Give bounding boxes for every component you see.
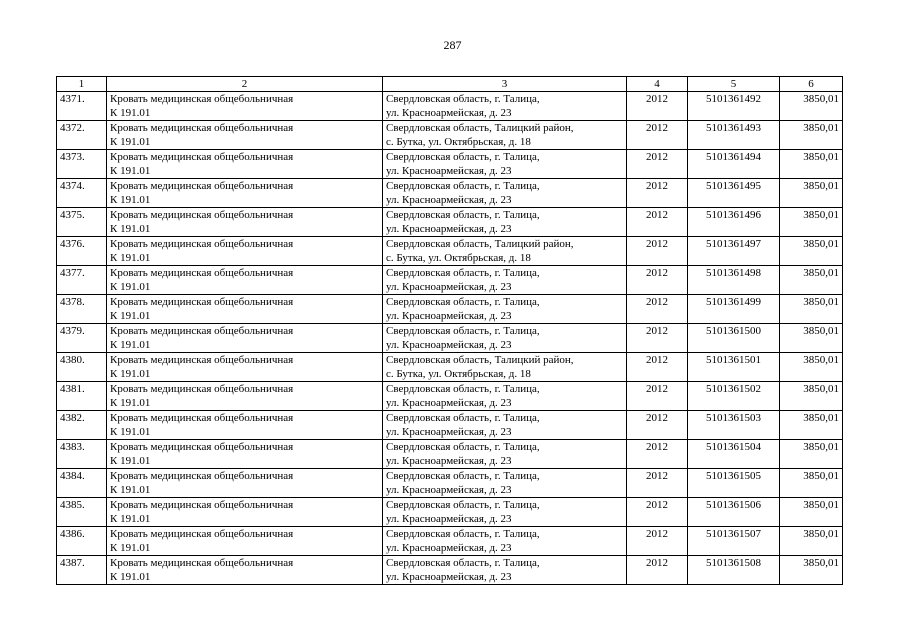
table-row	[57, 92, 843, 121]
item-name-cell	[107, 208, 383, 237]
inventory-number: 5101361495	[706, 180, 761, 192]
address-line-1: Свердловская область, г. Талица,	[386, 499, 540, 511]
year-cell	[627, 266, 688, 295]
year: 2012	[646, 528, 668, 540]
address-cell	[383, 353, 627, 382]
year-cell	[627, 527, 688, 556]
year-cell	[627, 150, 688, 179]
item-name-cell	[107, 237, 383, 266]
inventory-number: 5101361508	[706, 557, 761, 569]
inventory-number: 5101361498	[706, 267, 761, 279]
inventory-number-cell	[688, 121, 780, 150]
inventory-number-cell	[688, 440, 780, 469]
cost-cell	[780, 150, 843, 179]
cost-cell	[780, 469, 843, 498]
address-line-2: ул. Красноармейская, д. 23	[386, 397, 512, 409]
inventory-number: 5101361503	[706, 412, 761, 424]
year: 2012	[646, 557, 668, 569]
row-number-text: 4379.	[60, 325, 85, 337]
address-cell	[383, 237, 627, 266]
address-cell	[383, 498, 627, 527]
cost: 3850,01	[803, 267, 839, 279]
address-cell	[383, 556, 627, 585]
year-cell	[627, 411, 688, 440]
inventory-number-cell	[688, 295, 780, 324]
year: 2012	[646, 151, 668, 163]
row-number-text: 4380.	[60, 354, 85, 366]
address-cell	[383, 324, 627, 353]
row-number-text: 4371.	[60, 93, 85, 105]
table-row	[57, 266, 843, 295]
address-line-2: с. Бутка, ул. Октябрьская, д. 18	[386, 368, 531, 380]
item-name: Кровать медицинская общебольничная	[110, 354, 294, 366]
item-name: Кровать медицинская общебольничная	[110, 557, 294, 569]
year-cell	[627, 179, 688, 208]
cost: 3850,01	[803, 209, 839, 221]
column-header: 5	[688, 77, 780, 92]
inventory-number: 5101361494	[706, 151, 761, 163]
cost-cell	[780, 353, 843, 382]
item-name: Кровать медицинская общебольничная	[110, 267, 294, 279]
item-name-cell	[107, 382, 383, 411]
inventory-number-cell	[688, 382, 780, 411]
address-cell	[383, 150, 627, 179]
item-model: К 191.01	[110, 513, 151, 525]
address-cell	[383, 382, 627, 411]
year: 2012	[646, 441, 668, 453]
item-name-cell	[107, 556, 383, 585]
address-cell	[383, 179, 627, 208]
address-cell	[383, 469, 627, 498]
cost-cell	[780, 179, 843, 208]
cost: 3850,01	[803, 470, 839, 482]
year: 2012	[646, 267, 668, 279]
year: 2012	[646, 209, 668, 221]
address-line-1: Свердловская область, г. Талица,	[386, 267, 540, 279]
year-cell	[627, 295, 688, 324]
address-line-1: Свердловская область, г. Талица,	[386, 180, 540, 192]
cost: 3850,01	[803, 557, 839, 569]
table-row	[57, 440, 843, 469]
year-cell	[627, 469, 688, 498]
row-number	[57, 556, 107, 585]
address-line-1: Свердловская область, г. Талица,	[386, 93, 540, 105]
table-row	[57, 411, 843, 440]
table-row	[57, 295, 843, 324]
row-number	[57, 527, 107, 556]
item-name-cell	[107, 411, 383, 440]
year-cell	[627, 353, 688, 382]
address-line-2: с. Бутка, ул. Октябрьская, д. 18	[386, 136, 531, 148]
address-line-1: Свердловская область, Талицкий район,	[386, 122, 574, 134]
year: 2012	[646, 383, 668, 395]
item-name-cell	[107, 498, 383, 527]
row-number-text: 4373.	[60, 151, 85, 163]
row-number	[57, 179, 107, 208]
inventory-number-cell	[688, 411, 780, 440]
item-name: Кровать медицинская общебольничная	[110, 499, 294, 511]
cost: 3850,01	[803, 528, 839, 540]
table-row	[57, 382, 843, 411]
table-row	[57, 469, 843, 498]
address-cell	[383, 266, 627, 295]
item-model: К 191.01	[110, 107, 151, 119]
year-cell	[627, 208, 688, 237]
table-row	[57, 179, 843, 208]
inventory-number-cell	[688, 208, 780, 237]
item-model: К 191.01	[110, 368, 151, 380]
address-line-2: ул. Красноармейская, д. 23	[386, 571, 512, 583]
address-line-2: ул. Красноармейская, д. 23	[386, 455, 512, 467]
table-row	[57, 150, 843, 179]
cost: 3850,01	[803, 238, 839, 250]
column-header: 1	[57, 77, 107, 92]
row-number	[57, 295, 107, 324]
row-number	[57, 324, 107, 353]
column-header: 4	[627, 77, 688, 92]
year: 2012	[646, 93, 668, 105]
item-model: К 191.01	[110, 165, 151, 177]
row-number-text: 4382.	[60, 412, 85, 424]
inventory-number: 5101361502	[706, 383, 761, 395]
item-name: Кровать медицинская общебольничная	[110, 238, 294, 250]
item-name: Кровать медицинская общебольничная	[110, 180, 294, 192]
year: 2012	[646, 354, 668, 366]
row-number-text: 4374.	[60, 180, 85, 192]
row-number-text: 4381.	[60, 383, 85, 395]
row-number-text: 4385.	[60, 499, 85, 511]
address-line-1: Свердловская область, г. Талица,	[386, 528, 540, 540]
cost: 3850,01	[803, 325, 839, 337]
year: 2012	[646, 180, 668, 192]
item-name-cell	[107, 324, 383, 353]
row-number-text: 4383.	[60, 441, 85, 453]
address-line-2: ул. Красноармейская, д. 23	[386, 484, 512, 496]
address-line-1: Свердловская область, Талицкий район,	[386, 354, 574, 366]
cost: 3850,01	[803, 180, 839, 192]
address-cell	[383, 92, 627, 121]
row-number-text: 4378.	[60, 296, 85, 308]
address-line-1: Свердловская область, г. Талица,	[386, 441, 540, 453]
address-line-2: с. Бутка, ул. Октябрьская, д. 18	[386, 252, 531, 264]
cost-cell	[780, 295, 843, 324]
address-cell	[383, 411, 627, 440]
item-name: Кровать медицинская общебольничная	[110, 209, 294, 221]
row-number-text: 4376.	[60, 238, 85, 250]
item-name-cell	[107, 353, 383, 382]
address-line-2: ул. Красноармейская, д. 23	[386, 223, 512, 235]
inventory-number: 5101361497	[706, 238, 761, 250]
item-name: Кровать медицинская общебольничная	[110, 470, 294, 482]
year-cell	[627, 556, 688, 585]
inventory-number: 5101361507	[706, 528, 761, 540]
cost: 3850,01	[803, 151, 839, 163]
item-model: К 191.01	[110, 484, 151, 496]
column-number-row	[57, 77, 843, 92]
inventory-number-cell	[688, 92, 780, 121]
address-line-2: ул. Красноармейская, д. 23	[386, 165, 512, 177]
inventory-number-cell	[688, 179, 780, 208]
cost-cell	[780, 237, 843, 266]
inventory-number-cell	[688, 556, 780, 585]
year: 2012	[646, 470, 668, 482]
address-line-1: Свердловская область, г. Талица,	[386, 383, 540, 395]
row-number-text: 4377.	[60, 267, 85, 279]
item-model: К 191.01	[110, 339, 151, 351]
address-line-1: Свердловская область, г. Талица,	[386, 296, 540, 308]
cost-cell	[780, 324, 843, 353]
address-cell	[383, 527, 627, 556]
item-model: К 191.01	[110, 397, 151, 409]
item-name-cell	[107, 92, 383, 121]
row-number-text: 4384.	[60, 470, 85, 482]
year-cell	[627, 121, 688, 150]
cost-cell	[780, 266, 843, 295]
item-name-cell	[107, 150, 383, 179]
item-name: Кровать медицинская общебольничная	[110, 383, 294, 395]
cost-cell	[780, 121, 843, 150]
cost-cell	[780, 382, 843, 411]
item-name: Кровать медицинская общебольничная	[110, 412, 294, 424]
column-header: 6	[780, 77, 843, 92]
item-model: К 191.01	[110, 542, 151, 554]
item-name: Кровать медицинская общебольничная	[110, 441, 294, 453]
table-row	[57, 556, 843, 585]
year: 2012	[646, 122, 668, 134]
cost-cell	[780, 498, 843, 527]
address-cell	[383, 440, 627, 469]
year-cell	[627, 440, 688, 469]
item-name-cell	[107, 121, 383, 150]
item-model: К 191.01	[110, 426, 151, 438]
row-number	[57, 411, 107, 440]
item-model: К 191.01	[110, 455, 151, 467]
table-row	[57, 121, 843, 150]
address-line-2: ул. Красноармейская, д. 23	[386, 426, 512, 438]
row-number	[57, 121, 107, 150]
item-name: Кровать медицинская общебольничная	[110, 122, 294, 134]
cost-cell	[780, 556, 843, 585]
cost: 3850,01	[803, 122, 839, 134]
address-line-2: ул. Красноармейская, д. 23	[386, 513, 512, 525]
year: 2012	[646, 412, 668, 424]
row-number	[57, 498, 107, 527]
inventory-number: 5101361493	[706, 122, 761, 134]
address-line-2: ул. Красноармейская, д. 23	[386, 281, 512, 293]
item-name: Кровать медицинская общебольничная	[110, 151, 294, 163]
address-line-1: Свердловская область, г. Талица,	[386, 325, 540, 337]
row-number	[57, 208, 107, 237]
row-number	[57, 440, 107, 469]
year: 2012	[646, 296, 668, 308]
cost: 3850,01	[803, 412, 839, 424]
inventory-number-cell	[688, 237, 780, 266]
address-line-1: Свердловская область, г. Талица,	[386, 412, 540, 424]
inventory-number-cell	[688, 498, 780, 527]
address-line-1: Свердловская область, г. Талица,	[386, 557, 540, 569]
item-model: К 191.01	[110, 281, 151, 293]
inventory-number: 5101361506	[706, 499, 761, 511]
year: 2012	[646, 499, 668, 511]
cost: 3850,01	[803, 499, 839, 511]
row-number-text: 4372.	[60, 122, 85, 134]
inventory-number: 5101361496	[706, 209, 761, 221]
cost: 3850,01	[803, 441, 839, 453]
row-number-text: 4387.	[60, 557, 85, 569]
table-row	[57, 237, 843, 266]
cost-cell	[780, 440, 843, 469]
year-cell	[627, 382, 688, 411]
inventory-number: 5101361500	[706, 325, 761, 337]
address-line-2: ул. Красноармейская, д. 23	[386, 194, 512, 206]
row-number-text: 4386.	[60, 528, 85, 540]
item-name: Кровать медицинская общебольничная	[110, 296, 294, 308]
table-row	[57, 498, 843, 527]
year-cell	[627, 324, 688, 353]
year-cell	[627, 237, 688, 266]
cost-cell	[780, 92, 843, 121]
inventory-number-cell	[688, 324, 780, 353]
item-model: К 191.01	[110, 194, 151, 206]
table-row	[57, 208, 843, 237]
inventory-number-cell	[688, 353, 780, 382]
item-name: Кровать медицинская общебольничная	[110, 325, 294, 337]
year-cell	[627, 92, 688, 121]
item-model: К 191.01	[110, 252, 151, 264]
item-name: Кровать медицинская общебольничная	[110, 93, 294, 105]
item-name-cell	[107, 469, 383, 498]
cost-cell	[780, 527, 843, 556]
row-number	[57, 92, 107, 121]
table-row	[57, 324, 843, 353]
item-name-cell	[107, 179, 383, 208]
inventory-number: 5101361504	[706, 441, 761, 453]
cost-cell	[780, 208, 843, 237]
item-name-cell	[107, 295, 383, 324]
item-name-cell	[107, 527, 383, 556]
row-number	[57, 266, 107, 295]
year: 2012	[646, 238, 668, 250]
item-name-cell	[107, 266, 383, 295]
table-row	[57, 353, 843, 382]
inventory-number: 5101361501	[706, 354, 761, 366]
inventory-number-cell	[688, 527, 780, 556]
row-number	[57, 353, 107, 382]
inventory-number-cell	[688, 150, 780, 179]
row-number	[57, 150, 107, 179]
item-model: К 191.01	[110, 571, 151, 583]
column-header: 3	[383, 77, 627, 92]
address-cell	[383, 295, 627, 324]
address-line-2: ул. Красноармейская, д. 23	[386, 339, 512, 351]
inventory-number: 5101361492	[706, 93, 761, 105]
address-cell	[383, 208, 627, 237]
row-number	[57, 382, 107, 411]
cost: 3850,01	[803, 93, 839, 105]
address-line-1: Свердловская область, г. Талица,	[386, 151, 540, 163]
address-line-1: Свердловская область, Талицкий район,	[386, 238, 574, 250]
property-registry-table	[56, 76, 843, 585]
inventory-number: 5101361505	[706, 470, 761, 482]
item-model: К 191.01	[110, 223, 151, 235]
cost: 3850,01	[803, 354, 839, 366]
address-line-2: ул. Красноармейская, д. 23	[386, 107, 512, 119]
item-model: К 191.01	[110, 310, 151, 322]
row-number-text: 4375.	[60, 209, 85, 221]
cost: 3850,01	[803, 383, 839, 395]
cost-cell	[780, 411, 843, 440]
row-number	[57, 469, 107, 498]
inventory-number: 5101361499	[706, 296, 761, 308]
cost: 3850,01	[803, 296, 839, 308]
address-cell	[383, 121, 627, 150]
column-header: 2	[107, 77, 383, 92]
address-line-1: Свердловская область, г. Талица,	[386, 209, 540, 221]
item-model: К 191.01	[110, 136, 151, 148]
inventory-number-cell	[688, 266, 780, 295]
row-number	[57, 237, 107, 266]
address-line-2: ул. Красноармейская, д. 23	[386, 542, 512, 554]
inventory-number-cell	[688, 469, 780, 498]
year-cell	[627, 498, 688, 527]
year: 2012	[646, 325, 668, 337]
address-line-1: Свердловская область, г. Талица,	[386, 470, 540, 482]
item-name-cell	[107, 440, 383, 469]
table-row	[57, 527, 843, 556]
page-number: 287	[443, 38, 462, 52]
item-name: Кровать медицинская общебольничная	[110, 528, 294, 540]
address-line-2: ул. Красноармейская, д. 23	[386, 310, 512, 322]
